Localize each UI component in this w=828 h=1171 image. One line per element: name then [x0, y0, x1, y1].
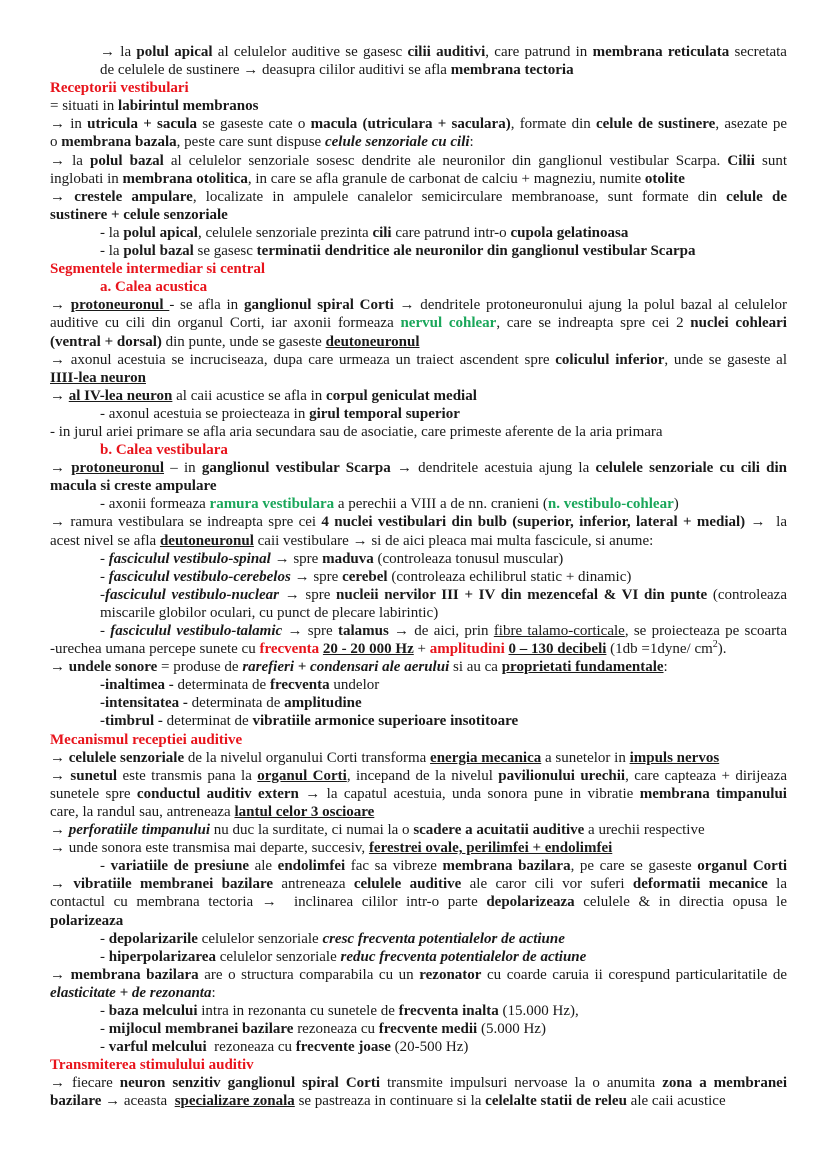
bold-text: undele sonore	[68, 659, 158, 676]
bold-text: utricula + sacula	[87, 116, 197, 133]
bold-text: baza melcului	[108, 1002, 198, 1019]
text: al celulelor senzoriale sosesc dendrite ale neuronilor din ganglionul vestibular Scarpa.	[163, 152, 728, 169]
text: rezoneaza cu	[293, 1021, 379, 1038]
text: -	[100, 623, 111, 639]
text: = situati in	[50, 98, 119, 115]
text: (controleaza	[707, 586, 787, 603]
text: cu coarde caruia ii corespund particularitatile de	[481, 966, 788, 983]
text: -	[100, 1039, 109, 1056]
text: →	[50, 876, 74, 893]
text-line	[50, 242, 787, 260]
bold-text: polarizeaza	[50, 912, 124, 929]
highlighted-term: ramura vestibulara	[209, 496, 335, 513]
bold-underlined-text: protoneuronul	[71, 460, 165, 477]
text: →	[50, 749, 69, 766]
text-line	[50, 857, 787, 875]
bold-text: polul apical	[123, 224, 198, 241]
text: -	[100, 586, 105, 603]
bold-underlined-text: al IV-lea neuron	[68, 387, 173, 404]
bold-text: cerebel	[342, 568, 388, 585]
text: → in	[50, 116, 88, 133]
bold-text: zona a membranei	[662, 1075, 787, 1092]
text-line	[50, 694, 787, 712]
text: (1db =1dyne/ cm	[606, 641, 713, 658]
text: →	[50, 659, 69, 676]
text: undelor	[329, 677, 380, 694]
bold-italic-text: fasciculul vestibulo-talamic	[110, 623, 283, 639]
text: transmite impulsuri nervoase la o anumita	[380, 1075, 663, 1092]
text: care patrund intr-o	[391, 224, 511, 241]
text: , incepand de la nivelul	[346, 767, 499, 784]
text: , pe care se gaseste	[570, 858, 698, 875]
bold-text: -intensitatea -	[100, 695, 188, 712]
bold-text: nucleii nervilor III + IV din mezencefal & VI din punte	[336, 586, 708, 603]
text: → aceasta	[101, 1093, 175, 1110]
text-line	[50, 405, 787, 423]
text: secretata	[729, 44, 787, 60]
bold-text: celulele auditive	[353, 876, 462, 893]
text-line	[50, 712, 787, 730]
text-line	[50, 550, 787, 568]
text: auditive cu cili din organul Corti, iar axonii formeaza	[50, 315, 401, 332]
bold-text: Cilii	[727, 152, 755, 169]
text: din punte, unde se gaseste	[161, 333, 326, 350]
text-line	[50, 749, 787, 767]
bold-text: -timbrul -	[100, 713, 163, 730]
text: - in jurul ariei primare se afla aria secundara sau de asociatie, care primeste aferente de la aria primara	[50, 423, 663, 440]
text-line	[50, 930, 787, 948]
section-heading: Mecanismul receptiei auditive	[50, 731, 243, 748]
text-line	[50, 79, 787, 97]
text: → spre	[279, 586, 337, 603]
text: = produse de	[157, 659, 243, 676]
text-line	[50, 188, 787, 206]
bold-text: ganglionul spiral Corti	[243, 297, 394, 314]
text: , care se indreapta spre cei 2	[496, 315, 691, 332]
text: → ramura vestibulara se indreapta spre cei	[50, 514, 322, 531]
text-line	[50, 875, 787, 893]
text-line	[50, 893, 787, 911]
text-line	[50, 43, 787, 61]
text: → la	[745, 514, 787, 531]
text: +	[413, 641, 430, 658]
text: (20-500 Hz)	[390, 1039, 469, 1056]
text: este transmis pana la	[117, 767, 258, 784]
text: - la	[100, 224, 124, 241]
bold-underlined-text: protoneuronul	[70, 297, 170, 314]
text: -	[100, 858, 111, 875]
text-line	[50, 532, 787, 550]
bold-text: cupola gelatinoasa	[510, 224, 629, 241]
text: intra in rezonanta cu sunetele de	[197, 1002, 399, 1019]
bold-text: maduva	[322, 550, 374, 567]
text: :	[469, 134, 474, 151]
bold-text: membrana bazilara	[70, 966, 199, 983]
bold-text: frecventa inalta	[398, 1002, 499, 1019]
bold-italic-text: rarefieri + condensari ale aerului	[242, 659, 450, 676]
text-line	[50, 1056, 787, 1074]
bold-italic-text: elasticitate + de rezonanta	[50, 984, 212, 1001]
text: → de aici, prin	[388, 623, 494, 639]
text: → la capatul acestuia, unda sonora pune in vibratie	[298, 785, 640, 802]
text-line	[50, 278, 787, 296]
text-line	[50, 441, 787, 459]
text: -	[100, 1021, 109, 1038]
text-line	[50, 640, 787, 658]
bold-underlined-text: energia mecanica	[430, 749, 542, 766]
text: - axonul acestuia se proiecteaza in	[100, 405, 310, 422]
text-line	[50, 966, 787, 984]
bold-text: otolite	[644, 170, 685, 187]
bold-italic-text: perforatiile timpanului	[68, 822, 211, 839]
text: , formate din	[510, 116, 596, 133]
text-line	[50, 351, 787, 369]
bold-text: scadere a acuitatii auditive	[413, 822, 585, 839]
bold-text: macula (utriculara + saculara)	[310, 116, 511, 133]
text: miscarile globilor oculari, cu punct de plecare labirintic)	[100, 604, 439, 621]
bold-text: membrana timpanului	[639, 785, 787, 802]
text: , asezate pe	[715, 116, 788, 133]
section-heading: frecventa	[259, 641, 320, 658]
text: a perechii a VIII a de nn. cranieni (	[334, 496, 548, 513]
text: , se proiecteaza pe scoarta	[624, 623, 788, 639]
text-line	[50, 387, 787, 405]
bold-italic-text: fasciculul vestibulo-spinal	[108, 550, 271, 567]
bold-text: crestele ampulare	[74, 188, 193, 205]
bold-text: hiperpolarizarea	[108, 948, 216, 965]
bold-text: labirintul membranos	[118, 98, 259, 115]
text: de celulele de sustinere → deasupra cililor auditivi se afla	[100, 62, 451, 79]
section-heading: a. Calea acustica	[100, 279, 208, 296]
text-line	[50, 296, 787, 314]
text-line	[50, 767, 787, 785]
text-line	[50, 568, 787, 586]
text-line	[50, 1038, 787, 1056]
highlighted-term: nervul cohlear	[400, 315, 497, 332]
bold-text: varful melcului	[108, 1039, 207, 1056]
text: care, la randul sau, antreneaza	[50, 803, 235, 820]
text-line	[50, 622, 787, 640]
bold-text: conductul auditiv extern	[136, 785, 299, 802]
text-line	[50, 97, 787, 115]
text: -	[100, 1002, 109, 1019]
text: → axonul acestuia se incruciseaza, dupa care urmeaza un traiect ascendent spre	[50, 351, 556, 368]
bold-text: frecvente medii	[378, 1021, 478, 1038]
bold-underlined-text: 20 - 20 000 Hz	[322, 641, 414, 658]
text-line	[50, 1092, 787, 1110]
text: celulele & in directia opusa le	[574, 894, 787, 911]
bold-italic-text: fasciculul vestibulo-nuclear	[105, 586, 280, 603]
bold-text: membrana bazala	[61, 134, 177, 151]
text-line	[50, 152, 787, 170]
bold-text: frecventa	[269, 677, 330, 694]
text: -	[100, 930, 109, 947]
text: fac sa vibreze	[345, 858, 443, 875]
bold-text: depolarizeaza	[486, 894, 575, 911]
text-line	[50, 984, 787, 1002]
text-line	[50, 423, 787, 441]
text: ale	[249, 858, 278, 875]
text-line	[50, 785, 787, 803]
text-line	[50, 513, 787, 531]
text: → la	[50, 152, 90, 169]
bold-underlined-text: deutoneuronul	[159, 532, 254, 549]
text: celulelor senzoriale	[197, 930, 323, 947]
bold-underlined-text: IIII-lea neuron	[50, 369, 146, 386]
bold-italic-text: celule senzoriale cu cili	[324, 134, 470, 151]
text-line	[50, 803, 787, 821]
text: determinat de	[162, 713, 253, 730]
text: , in care se afla granule de carbonat de calciu + magneziu, numite	[247, 170, 645, 187]
bold-underlined-text: 0 – 130 decibeli	[508, 641, 607, 658]
bold-text: 4 nuclei vestibulari din bulb (superior, inferior, lateral + medial)	[321, 514, 746, 531]
bold-text: depolarizarile	[108, 930, 198, 947]
text: se gasesc	[193, 243, 257, 260]
bold-text: rezonator	[419, 966, 482, 983]
bold-underlined-text: specializare zonala	[174, 1093, 295, 1110]
text: →	[50, 460, 72, 477]
text: - se afla in	[169, 297, 244, 314]
text-line	[50, 224, 787, 242]
text: -	[100, 550, 109, 567]
document-page	[50, 43, 787, 1111]
text: al caii acustice se afla in	[172, 387, 327, 404]
text: are o structura comparabila cu un	[198, 966, 420, 983]
text: , peste care sunt dispuse	[176, 134, 325, 151]
text: → dendritele acestuia ajung la	[390, 460, 596, 477]
text: , care capteaza + dirijeaza	[625, 767, 787, 784]
text: la	[767, 876, 788, 893]
text: (5.000 Hz)	[477, 1021, 546, 1038]
bold-italic-text: fasciculul vestibulo-cerebelos	[108, 568, 291, 585]
text: rezoneaza cu	[206, 1039, 296, 1056]
bold-underlined-text: impuls nervos	[629, 749, 720, 766]
text: :	[663, 659, 668, 676]
text-line	[50, 61, 787, 79]
text: caii vestibulare → si de aici pleaca mai multa fascicule, si anume:	[253, 532, 654, 549]
text-line	[50, 912, 787, 930]
bold-text: cilii auditivi	[407, 44, 486, 60]
highlighted-term: n. vestibulo-cohlear	[547, 496, 674, 513]
text: → fiecare	[50, 1075, 120, 1092]
text: )	[673, 496, 679, 513]
text: - la	[100, 243, 124, 260]
text: o	[50, 134, 62, 151]
bold-text: vibratiile armonice superioare insotitoare	[252, 713, 519, 730]
bold-text: pavilionului urechii	[498, 767, 626, 784]
text: (controleaza echilibrul static + dinamic)	[387, 568, 632, 585]
bold-text: organul Corti	[697, 858, 787, 875]
bold-text: deformatii mecanice	[632, 876, 768, 893]
bold-text: membrana bazilara	[442, 858, 571, 875]
text-line	[50, 333, 787, 351]
text-line	[50, 477, 787, 495]
bold-text: (ventral + dorsal)	[50, 333, 162, 350]
bold-underlined-text: organul Corti	[257, 767, 347, 784]
bold-text: variatiile de presiune	[110, 858, 249, 875]
text-line	[50, 1002, 787, 1020]
bold-text: neuron senzitiv ganglionul spiral Corti	[119, 1075, 380, 1092]
bold-text: celelalte statii de releu	[485, 1093, 627, 1110]
text: acest nivel se afla	[50, 532, 160, 549]
bold-text: talamus	[337, 623, 389, 639]
text: celulelor senzoriale	[215, 948, 341, 965]
bold-text: membrana tectoria	[450, 62, 574, 79]
bold-text: vibratiile membranei bazilare	[73, 876, 274, 893]
section-heading: b. Calea vestibulara	[100, 442, 228, 459]
text-line	[50, 821, 787, 839]
text-line	[50, 839, 787, 857]
text: → spre	[282, 623, 338, 639]
bold-text: polul bazal	[123, 243, 194, 260]
text: (15.000 Hz),	[498, 1002, 579, 1019]
text-line	[50, 948, 787, 966]
text: , localizate in ampulele canalelor semicirculare membranoase, sunt formate din	[192, 188, 727, 205]
bold-text: cili	[372, 224, 392, 241]
bold-text: polul bazal	[90, 152, 164, 169]
text: nu duc la surditate, ci numai la o	[210, 822, 414, 839]
text: inglobati in	[50, 170, 123, 187]
bold-text: celulele senzoriale	[68, 749, 185, 766]
text-line	[50, 1074, 787, 1092]
bold-text: membrana reticulata	[592, 44, 730, 60]
text: antreneaza	[273, 876, 354, 893]
superscript: 2	[712, 639, 718, 651]
text: , celulele senzoriale prezinta	[197, 224, 373, 241]
text: → dendritele protoneuronului ajung la polul bazal al celulelor	[393, 297, 788, 314]
bold-text: macula si creste ampulare	[50, 478, 217, 495]
text: , unde se gaseste al	[664, 351, 787, 368]
text-line	[50, 586, 787, 604]
bold-text: membrana otolitica	[122, 170, 248, 187]
bold-text: celulele senzoriale cu cili din	[595, 460, 787, 477]
text: sunetele spre	[50, 785, 137, 802]
bold-text: -inaltimea -	[100, 677, 174, 694]
bold-text: frecvente joase	[295, 1039, 391, 1056]
text: contactul cu membrana tectoria → inclinarea cililor intr-o parte	[50, 894, 487, 911]
bold-italic-text: cresc frecventa potentialelor de actiune	[322, 930, 565, 947]
text: al celulelor auditive se gasesc	[212, 44, 408, 60]
text: , care patrund in	[485, 44, 593, 60]
bold-text: ganglionul vestibular Scarpa	[201, 460, 391, 477]
text: se pastreaza in continuare si la	[294, 1093, 486, 1110]
text: → unde sonora este transmisa mai departe, succesiv,	[50, 840, 369, 857]
bold-text: endolimfei	[277, 858, 346, 875]
text: -	[100, 568, 109, 585]
text-line	[50, 260, 787, 278]
bold-underlined-text: ferestrei ovale, perilimfei + endolimfei	[368, 840, 613, 857]
bold-text: celule de sustinere	[595, 116, 716, 133]
text: sunt	[754, 152, 787, 169]
bold-text: terminatii dendritice ale neuronilor din ganglionul vestibular Scarpa	[256, 243, 696, 260]
text: determinata de	[187, 695, 285, 712]
text-line	[50, 170, 787, 188]
text: →	[50, 767, 71, 784]
text-line	[50, 495, 787, 513]
text: -	[100, 948, 109, 965]
text: → spre	[290, 568, 343, 585]
text: se gaseste cate o	[197, 116, 311, 133]
section-heading: amplitudini	[429, 641, 505, 658]
text-line	[50, 314, 787, 332]
text-line	[50, 459, 787, 477]
bold-text: corpul geniculat medial	[326, 387, 477, 404]
section-heading: Segmentele intermediar si central	[50, 261, 266, 278]
bold-text: bazilare	[50, 1093, 102, 1110]
text: a urechii respective	[584, 822, 705, 839]
text: - axonii formeaza	[100, 496, 210, 513]
bold-underlined-text: proprietati fundamentale	[501, 659, 664, 676]
text: ale caii acustice	[626, 1093, 726, 1110]
bold-text: girul temporal superior	[309, 405, 460, 422]
bold-text: polul apical	[136, 44, 213, 60]
text-line	[50, 676, 787, 694]
text-line	[50, 658, 787, 676]
bold-underlined-text: deutoneuronul	[325, 333, 420, 350]
text: →	[50, 387, 69, 404]
text: → spre	[270, 550, 323, 567]
text: determinata de	[173, 677, 270, 694]
bold-text: sustinere + celule senzoriale	[50, 206, 228, 223]
text: →	[50, 966, 71, 983]
text: ).	[717, 641, 727, 658]
text-line	[50, 604, 787, 622]
text-line	[50, 369, 787, 387]
text-line	[50, 1020, 787, 1038]
text-line	[50, 115, 787, 133]
text: → la	[100, 44, 137, 60]
text: – in	[164, 460, 202, 477]
bold-text: nuclei cohleari	[690, 315, 787, 332]
bold-text: mijlocul membranei bazilare	[108, 1021, 294, 1038]
section-heading: Transmiterea stimulului auditiv	[50, 1057, 254, 1074]
text: -urechea umana percepe sunete cu	[50, 641, 260, 658]
text: (controleaza tonusul muscular)	[373, 550, 564, 567]
text: →	[50, 188, 75, 205]
text-line	[50, 731, 787, 749]
text: si au ca	[449, 659, 502, 676]
text-line	[50, 133, 787, 151]
bold-text: celule de	[726, 188, 788, 205]
underlined-text: fibre talamo-corticale	[493, 623, 625, 639]
section-heading: Receptorii vestibulari	[50, 80, 189, 97]
text-line	[50, 206, 787, 224]
bold-text: coliculul inferior	[555, 351, 665, 368]
text: ale caror cili vor suferi	[461, 876, 633, 893]
text: :	[211, 984, 216, 1001]
bold-text: amplitudine	[284, 695, 362, 712]
text: a sunetelor in	[541, 749, 630, 766]
bold-italic-text: reduc frecventa potentialelor de actiune	[340, 948, 587, 965]
text: →	[50, 297, 71, 314]
text: →	[50, 822, 69, 839]
bold-underlined-text: lantul celor 3 oscioare	[234, 803, 375, 820]
text: de la nivelul organului Corti transforma	[184, 749, 431, 766]
bold-text: sunetul	[70, 767, 118, 784]
